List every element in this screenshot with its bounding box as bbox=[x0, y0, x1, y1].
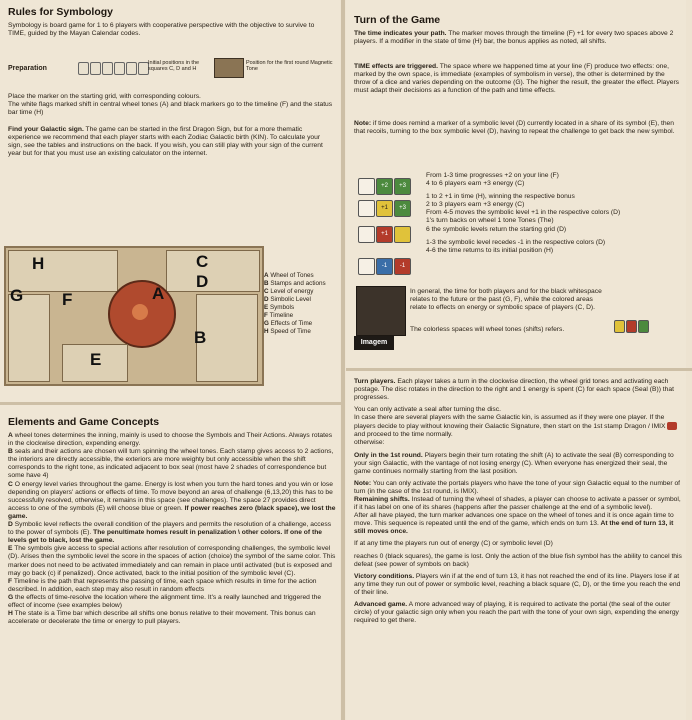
rules-title: Rules for Symbology bbox=[8, 6, 114, 18]
turn-players-paragraph: Turn players. Each player takes a turn in the clockwise direction, the wheel grid tones and activating each postage. The disc rotates in the direction to the right and 1 energy is spent (C) for each space (Seal (B)) that progresses. bbox=[354, 378, 674, 402]
concept-b: B seals and their actions are chosen will turn spinning the wheel tones. Each stamp gives access to 2 actions, the interiors are directly accessible, the exteriors are more weighty but only accessible when the shift corresponds to the right tone, as indicated adjacent to box seal (most have 2 shades of correspondence but some have 4) bbox=[8, 448, 334, 480]
chip-green bbox=[638, 320, 649, 333]
bonus-tile: -1 bbox=[394, 258, 411, 275]
concept-h: H The state is a Time bar which describe all shifts one bonus relative to their movement. This bonus can accelerate or decelerate the time or energy to pull players. bbox=[8, 610, 316, 626]
time-path-heading: The time indicates your path. bbox=[354, 30, 447, 37]
die-icon bbox=[358, 258, 375, 275]
dice-result: 4 to 6 players earn +3 energy (C) bbox=[426, 180, 525, 188]
dice-results-list bbox=[426, 172, 682, 255]
setup-text-2: The white flags marked shift in central wheel tones (A) and black markers go to the timeline (F) and the status bar time (H) bbox=[8, 101, 333, 117]
bonus-tile: +1 bbox=[376, 200, 393, 217]
chip-red bbox=[626, 320, 637, 333]
board-letter-h: H bbox=[32, 254, 45, 273]
board-legend bbox=[264, 272, 340, 336]
note-1-paragraph bbox=[354, 120, 682, 136]
board-letter-b: B bbox=[194, 328, 207, 347]
initial-chips bbox=[78, 60, 150, 78]
board-letter-g: G bbox=[10, 286, 24, 305]
advanced-paragraph: Advanced game. A more advanced way of playing, it is required to activate the portal (the seal of the outer circle) of your galactic sign only when you reach the part with the tone of your own sign, expending the energy required to get there. bbox=[354, 601, 679, 625]
board-letter-c: C bbox=[196, 252, 209, 271]
dice-result: 1 to 2 +1 in time (H), winning the respective bonus bbox=[426, 193, 575, 201]
turn-players-section bbox=[354, 378, 682, 625]
setup-text-1: Place the marker on the starting grid, with corresponding colours. bbox=[8, 93, 201, 100]
victory-paragraph: Victory conditions. Players win if at the end of turn 13, it has not reached the end of its line. Players lose if at any time they run out of power or symbolic level, reaching a black square (C, D), or the time you reach the end of their line. bbox=[354, 572, 681, 596]
case-paragraph: In case there are several players with the same Galactic kin, is assumed as if they were one player. If the players decide to play without knowing their Galactic Signature, then start on the 1st stamp Dragon / IMIX and proceed to the time normally. bbox=[354, 414, 682, 439]
bonus-tile: +2 bbox=[376, 178, 393, 195]
wheel-center bbox=[132, 304, 148, 320]
legend-item: A Wheel of Tones bbox=[264, 272, 314, 279]
find-sign-text: The game can be started in the first Dragon Sign, but for a more thematic experience we recommend that each player starts with each Zodiac Galactic birth (KIN). To calculate your sign, see the tables and instructions on the back. If you wish, you can still play with your sign of the current year but for that you must use an existing calculator on the internet. bbox=[8, 126, 323, 158]
legend-item: B Stamps and actions bbox=[264, 280, 326, 287]
board-letter-f: F bbox=[62, 290, 73, 309]
right-column bbox=[346, 0, 686, 720]
colored-chips-image bbox=[614, 318, 650, 336]
chip-white bbox=[90, 62, 101, 75]
dragon-imix-icon bbox=[667, 422, 677, 430]
concept-c: C O energy level varies throughout the game. Energy is lost when you turn the hard tones and you win or lose depending on players' actions or effects of time. To move beyond an area of challenge (6,13,20) this has to be successfully resolved, otherwise, it remains in this space (see challenges). The space 27 provides direct access to one of the symbols (E) will choose blue or green. If power reaches zero (black space), we lost the game. bbox=[8, 480, 336, 520]
board-letter-a: A bbox=[152, 284, 165, 303]
concept-a: A wheel tones determines the inning, mainly is used to choose the Symbols and Their Actions. Always rotates in the clockwise direction, expending energy. bbox=[8, 432, 333, 448]
after-all-paragraph: After all have played, the turn marker advances one space on the wheel of tones and it is once again time to move. This sequence is repeated until the end of the game, which ends on turn 13. At the end of turn 13, it still moves once. bbox=[354, 512, 674, 536]
dice-result: 2 to 3 players earn +3 energy (C) bbox=[426, 201, 525, 209]
bonus-tile: -1 bbox=[376, 258, 393, 275]
general-text: In general, the time for both players and for the black whitespace relates to the future or the past (G, F), while the colored areas relate to effects on energy or symbolic space of players (C, D). bbox=[410, 288, 602, 312]
seal-paragraph: You can only activate a seal after turning the disc. bbox=[354, 406, 501, 414]
game-board-image bbox=[4, 246, 264, 386]
imagem-label: Imagem bbox=[354, 336, 394, 350]
chip-yellow bbox=[614, 320, 625, 333]
bonus-tile: +3 bbox=[394, 178, 411, 195]
dice-examples-image bbox=[358, 172, 422, 284]
bonus-tile: +3 bbox=[394, 200, 411, 217]
legend-item: E Symbols bbox=[264, 304, 295, 311]
bonus-tile bbox=[394, 226, 411, 243]
dice-result: 4-6 the time returns to its initial position (H) bbox=[426, 246, 554, 254]
time-effects-paragraph bbox=[354, 63, 682, 95]
board-detail-image bbox=[356, 286, 406, 336]
turn-title: Turn of the Game bbox=[354, 14, 441, 26]
note-2-paragraph: Note: You can only activate the portals players who have the tone of your sign Galactic equal to the number of turn (in the case of the 1st round, is IMIX). bbox=[354, 479, 681, 495]
die-icon bbox=[358, 200, 375, 217]
legend-item: G Effects of Time bbox=[264, 320, 313, 327]
colorless-text: The colorless spaces will wheel tones (shifts) refers. bbox=[410, 326, 565, 333]
chip-white bbox=[114, 62, 125, 75]
remaining-shifts-paragraph: Remaining shifts. Instead of turning the wheel of shades, a player can choose to activate a passer or symbol, if it has label on one of its shares (happens after the passer challenge at the end of a symbolic level). bbox=[354, 495, 681, 512]
any-time-paragraph: If at any time the players run out of energy (C) or symbolic level (D) bbox=[354, 540, 553, 548]
speed-of-time-area bbox=[8, 250, 118, 292]
first-round-paragraph: Only in the 1st round. Players begin their turn rotating the shift (A) to activate the seal (B) corresponding to your sign Galactic, with the vantage of not losing energy (C). When everyone has energized their seal, the game continues normally starting from the last position. bbox=[354, 451, 674, 475]
dice-result: From 4-5 moves the symbolic level +1 in the respective colors (D) bbox=[426, 209, 621, 217]
find-sign-paragraph bbox=[8, 126, 333, 158]
energy-area bbox=[166, 250, 260, 292]
dice-result: 6 the symbolic levels return the starting grid (D) bbox=[426, 225, 567, 233]
board-letter-d: D bbox=[196, 272, 209, 291]
time-effects-heading: TIME effects are triggered. bbox=[354, 63, 438, 70]
otherwise-text: otherwise: bbox=[354, 439, 385, 447]
time-path-text: The marker moves through the timeline (F) +1 for every two spaces above 2 players. If a modifier in the state of time (H) bar, the bonus applies as noted, all shifts. bbox=[354, 30, 674, 46]
column-divider bbox=[341, 0, 345, 720]
elements-title: Elements and Game Concepts bbox=[8, 416, 160, 428]
die-icon bbox=[358, 178, 375, 195]
legend-item: H Speed of Time bbox=[264, 328, 311, 335]
intro-text: Symbology is board game for 1 to 6 players with cooperative perspective with the objective to survive to TIME, guided by the Mayan Calendar codes. bbox=[8, 22, 315, 38]
right-section-divider bbox=[346, 368, 692, 371]
concept-d: D Symbolic level reflects the overall condition of the players and permits the resolution of a challenge, access to the power of symbols (E). The penultimate homes result in penalization \ other colors. If one of the levels get to black, lost the game. bbox=[8, 521, 332, 545]
board-letter-e: E bbox=[90, 350, 102, 369]
reaches-zero-paragraph: reaches 0 (black squares), the game is lost. Only the action of the blue fish symbol has the ability to cancel this defeat (see power of symbols on back) bbox=[354, 552, 682, 568]
concepts-list bbox=[8, 432, 336, 626]
dice-result: 1's turn backs on wheel 1 tone Tones (The) bbox=[426, 217, 554, 225]
legend-item: C Level of energy bbox=[264, 288, 314, 295]
chip-white bbox=[78, 62, 89, 75]
note-1-text: if time does remind a marker of a symbolic level (D) currently located in a share of its symbol (E), then that recoils, turning to the box symbolic level (D), having to repeat the challenge to get back the new symbol. bbox=[354, 120, 675, 136]
dice-result: From 1-3 time progresses +2 on your line (F) bbox=[426, 172, 559, 179]
concept-e: E The symbols give access to special actions after resolution of corresponding challenges, the symbolic level (D). Arises then the symbolic level the score in the spaces of action (choice) the symbol of the same color. This marker does not need to be activated immediately and can remain in place until activated (but is exposed and may go back (c) if penalized). Once activated, back to the initial position of the symbolic level (C). bbox=[8, 545, 336, 577]
prep-position-text: Position for the first round Magnetic Tone bbox=[246, 60, 333, 73]
left-section-divider bbox=[0, 402, 341, 405]
concept-f: F Timeline is the path that represents the passing of time, each space which results in time for the action described. In addition, each step may also result in random effects bbox=[8, 577, 317, 593]
bonus-tile: +1 bbox=[376, 226, 393, 243]
chip-white bbox=[126, 62, 137, 75]
magnetic-tone-marker bbox=[214, 58, 244, 78]
preparation-label: Preparation bbox=[8, 65, 47, 72]
effects-area bbox=[8, 294, 50, 382]
concept-g: G the effects of time-resolve the location where the alignment time. It's a really launched and triggered the effect of income (see examples below) bbox=[8, 593, 322, 609]
die-icon bbox=[358, 226, 375, 243]
find-sign-heading: Find your Galactic sign. bbox=[8, 126, 84, 133]
time-path-paragraph bbox=[354, 30, 682, 46]
note-1-label: Note: bbox=[354, 120, 372, 127]
dice-result: 1-3 the symbolic level recedes -1 in the respective colors (D) bbox=[426, 238, 606, 246]
legend-item: D Simbolic Level bbox=[264, 296, 311, 303]
prep-initial-text: Initial positions in the squares C, D and H bbox=[148, 60, 200, 73]
chip-white bbox=[102, 62, 113, 75]
time-effects-text: The space where we happened time at your line (F) produce two effects: one, marked by the own space, is immediate (examples of symbolism in verse), the other is determined by the throw of a dice and varies depending on the outcome (G). The higher the result, the greater the effect. Players must adapt their decisions as a function of the path and time effects. bbox=[354, 63, 680, 95]
legend-item: F Timeline bbox=[264, 312, 294, 319]
left-column bbox=[0, 0, 340, 720]
